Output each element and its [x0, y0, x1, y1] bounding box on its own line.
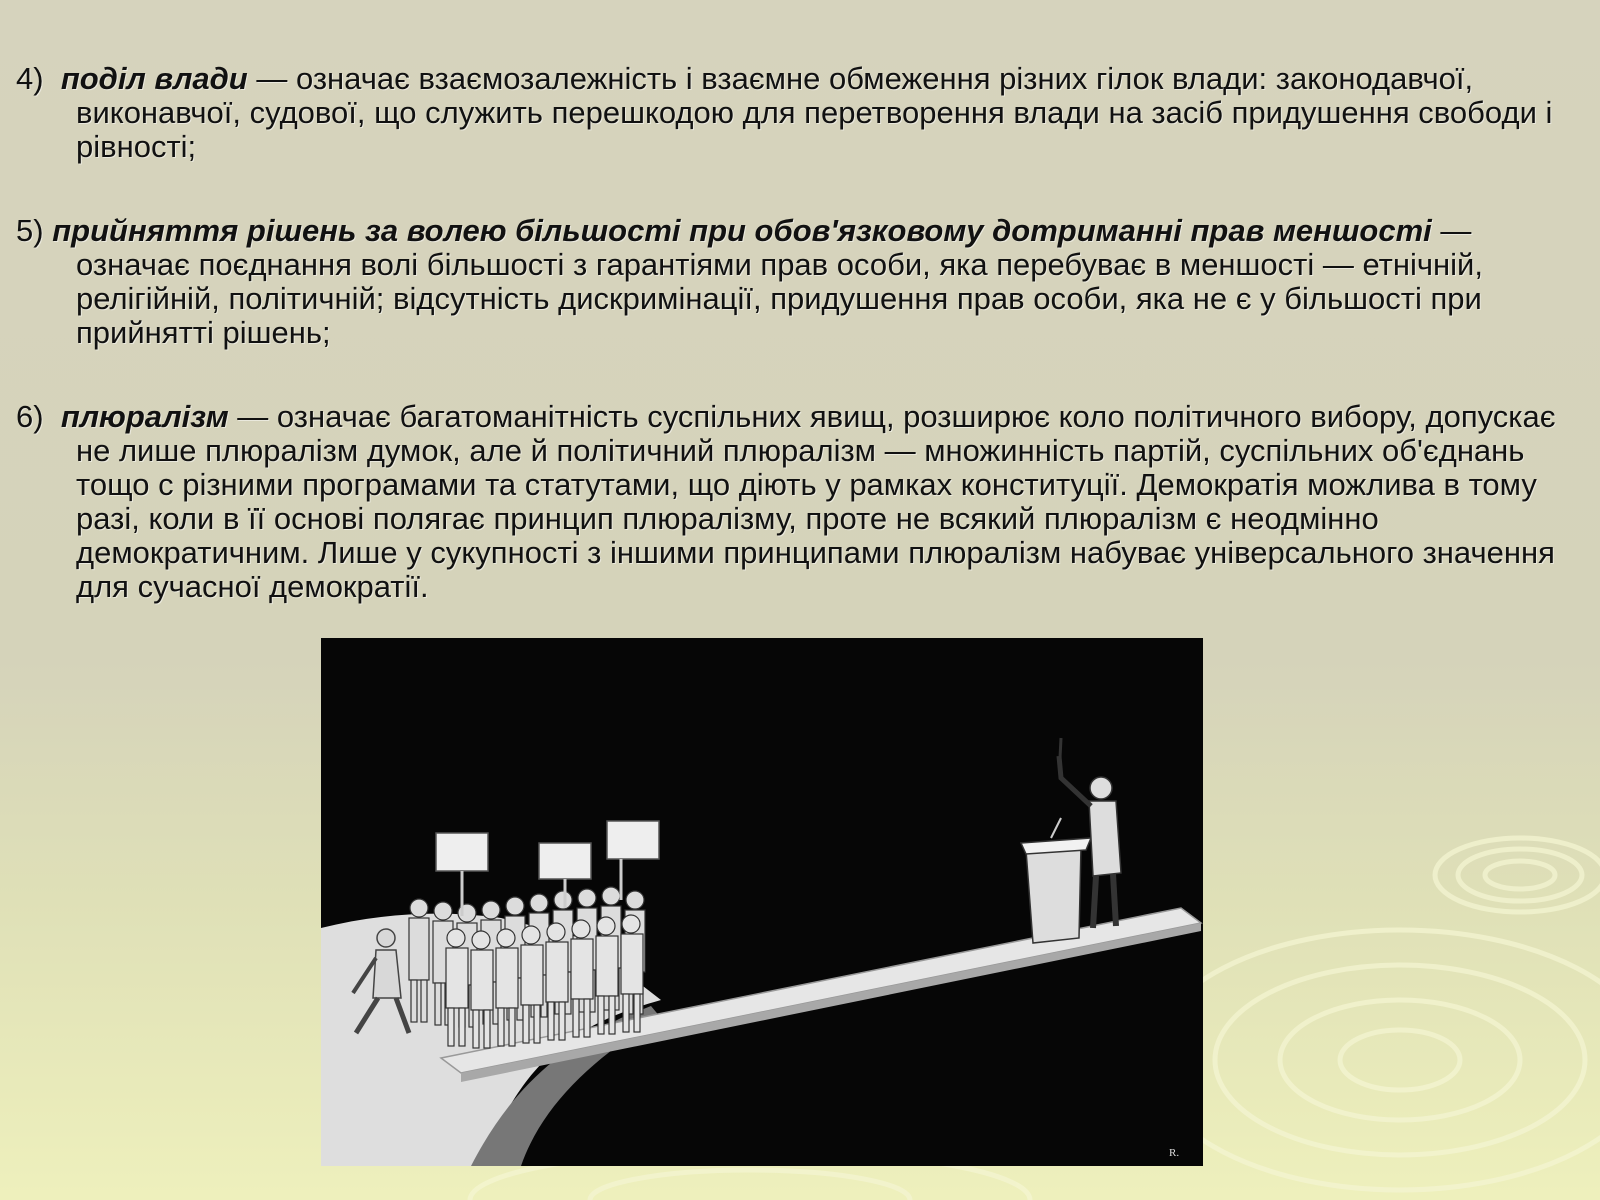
principle-separation-of-powers — [16, 62, 1586, 164]
item-number: 4) — [16, 61, 44, 96]
slide-content — [16, 62, 1586, 604]
item-text: — означає взаємозалежність і взаємне обмеження різних гілок влади: законодавчої, виконавчої, судової, що служить перешкодою для перетворення влади на засіб придушення свободи і рівності; — [76, 61, 1553, 164]
item-term: поділ влади — [60, 61, 248, 96]
item-text: — означає поєднання волі більшості з гарантіями прав особи, яка перебуває в меншості — етнічній, релігійній, політичній; відсутність дискримінації, придушення прав особи, яка не є у більшості при прийнятті рішень; — [76, 213, 1483, 350]
item-term: плюралізм — [60, 399, 229, 434]
item-term: прийняття рішень за волею більшості при обов'язковому дотриманні прав меншості — [52, 213, 1432, 248]
principle-pluralism — [16, 400, 1586, 604]
political-cartoon-image — [321, 638, 1203, 1166]
cartoon-signature: R. — [1169, 1147, 1180, 1159]
principle-majority-rule — [16, 214, 1586, 350]
item-number: 5) — [16, 213, 44, 248]
item-number: 6) — [16, 399, 44, 434]
item-text: — означає багатоманітність суспільних явищ, розширює коло політичного вибору, допускає не лише плюралізм думок, але й політичний плюралізм — множинність партій, суспільних об'єднань тощо с різними програмами та статутами, що діють у рамках конституції. Демократія можлива в тому разі, коли в її основі полягає принцип плюралізму, проте не всякий плюралізм є неодмінно демократичним. Лише у сукупності з іншими принципами плюралізм набуває універсального значення для сучасної демократії. — [76, 399, 1556, 604]
